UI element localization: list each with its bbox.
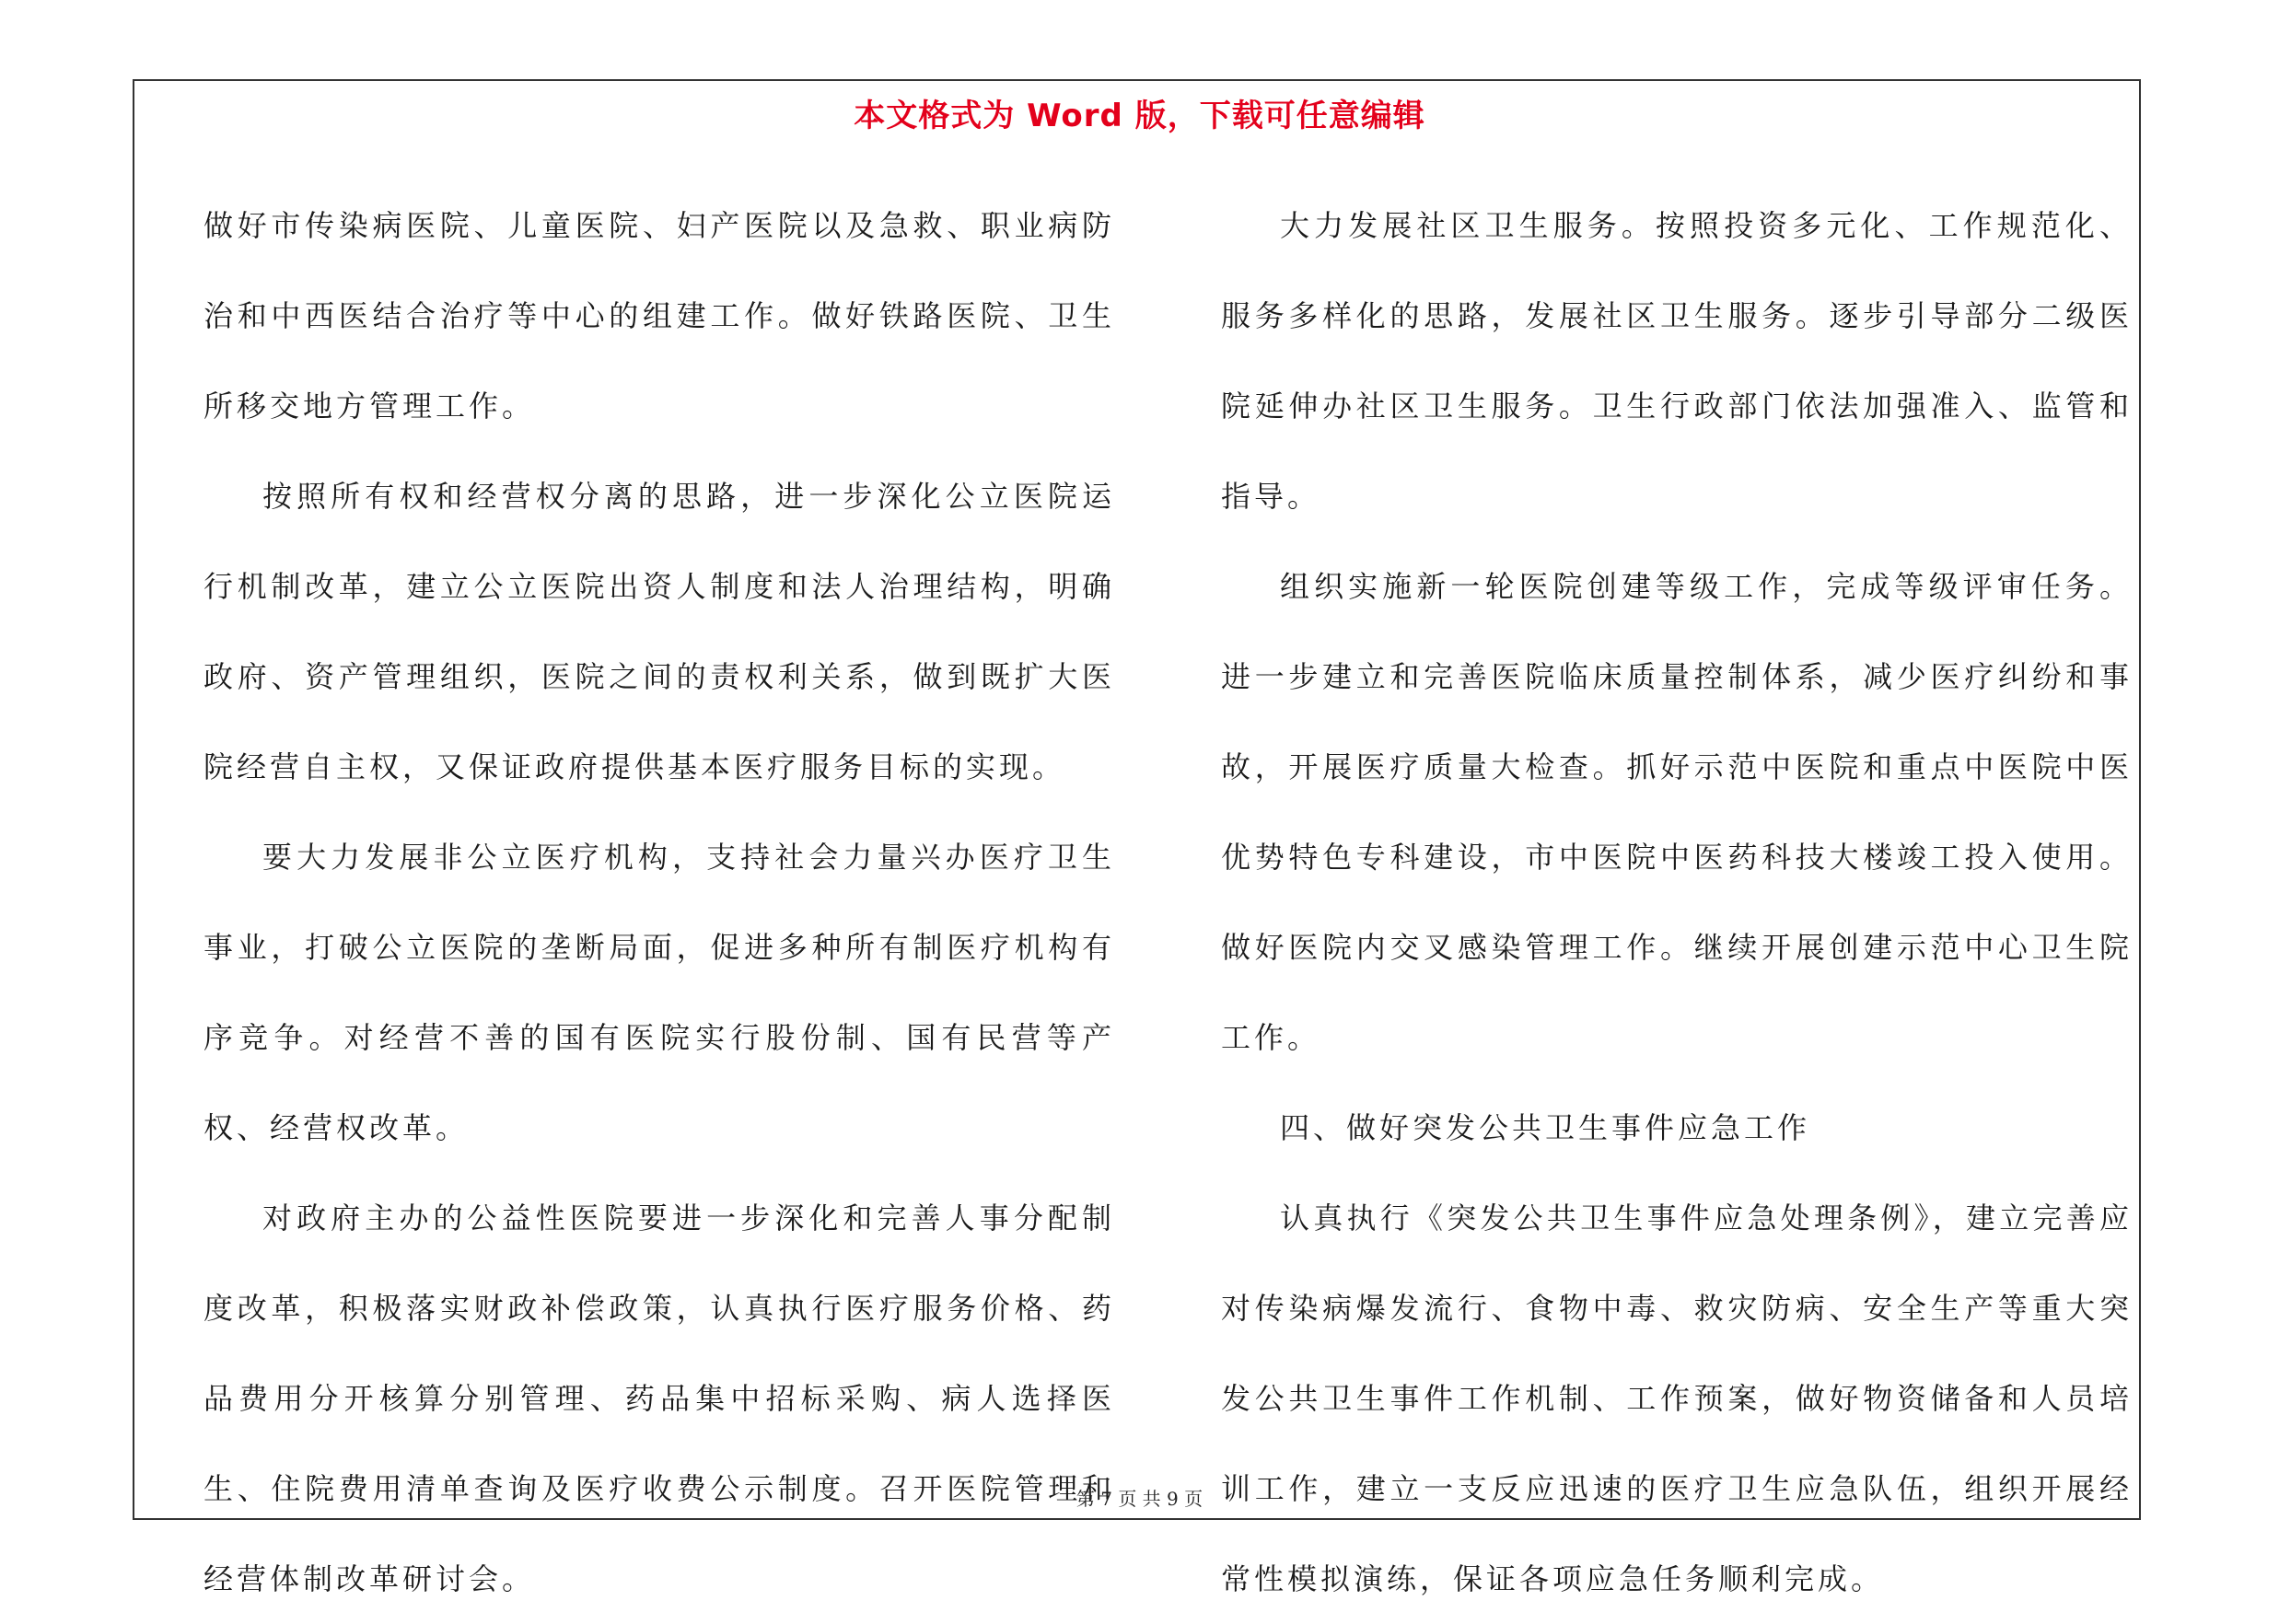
left-paragraph-4: 对政府主办的公益性医院要进一步深化和完善人事分配制度改革，积极落实财政补偿政策，认真执行医疗服务价格、药品费用分开核算分别管理、药品集中招标采购、病人选择医生、住院费用清单查询及医疗收费公示制度。召开医院管理和经营体制改革研讨会。	[203, 1201, 1115, 1596]
right-paragraph-1: 大力发展社区卫生服务。按照投资多元化、工作规范化、服务多样化的思路，发展社区卫生服务。逐步引导部分二级医院延伸办社区卫生服务。卫生行政部门依法加强准入、监管和指导。	[1221, 208, 2133, 514]
right-paragraph-4: 认真执行《突发公共卫生事件应急处理条例》，建立完善应对传染病爆发流行、食物中毒、救灾防病、安全生产等重大突发公共卫生事件工作机制、工作预案，做好物资储备和人员培训工作，建立一支反应迅速的医疗卫生应急队伍，组织开展经常性模拟演练，保证各项应急任务顺利完成。	[1221, 1201, 2133, 1596]
right-column	[1221, 180, 2133, 1624]
left-paragraph-1: 做好市传染病医院、儿童医院、妇产医院以及急救、职业病防治和中西医结合治疗等中心的组建工作。做好铁路医院、卫生所移交地方管理工作。	[203, 208, 1115, 423]
right-paragraph-2: 组织实施新一轮医院创建等级工作，完成等级评审任务。进一步建立和完善医院临床质量控制体系，减少医疗纠纷和事故，开展医疗质量大检查。抓好示范中医院和重点中医院中医优势特色专科建设，市中医院中医药科技大楼竣工投入使用。做好医院内交叉感染管理工作。继续开展创建示范中心卫生院工作。	[1221, 569, 2133, 1055]
left-paragraph-3: 要大力发展非公立医疗机构，支持社会力量兴办医疗卫生事业，打破公立医院的垄断局面，促进多种所有制医疗机构有序竞争。对经营不善的国有医院实行股份制、国有民营等产权、经营权改革。	[203, 840, 1115, 1145]
document-banner: 本文格式为 Word 版，下载可任意编辑	[854, 98, 1425, 134]
left-column	[203, 180, 1115, 1624]
left-paragraph-2: 按照所有权和经营权分离的思路，进一步深化公立医院运行机制改革，建立公立医院出资人制度和法人治理结构，明确政府、资产管理组织，医院之间的责权利关系，做到既扩大医院经营自主权，又保证政府提供基本医疗服务目标的实现。	[203, 479, 1115, 784]
section-heading: 四、做好突发公共卫生事件应急工作	[1280, 1110, 1811, 1145]
page-number: 第 7 页 共 9 页	[1076, 1488, 1203, 1510]
